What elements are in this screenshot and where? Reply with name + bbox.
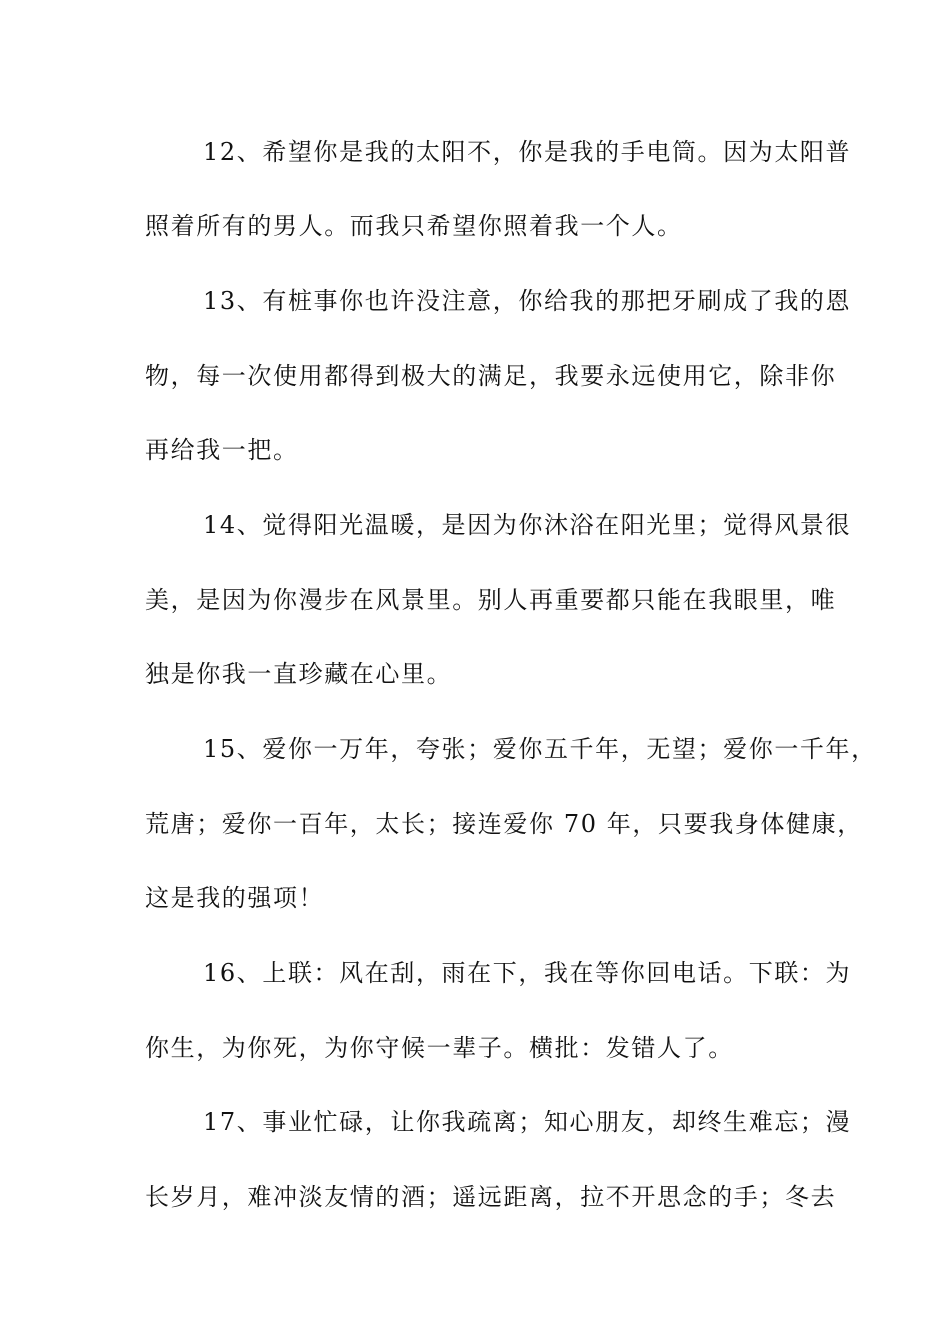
paragraph-15-line-1: 15、爱你一万年，夸张；爱你五千年，无望；爱你一千年， <box>203 735 877 763</box>
paragraph-15-line-2: 荒唐；爱你一百年，太长；接连爱你 70 年，只要我身体健康， <box>145 810 863 838</box>
paragraph-12-line-1: 12、希望你是我的太阳不，你是我的手电筒。因为太阳普 <box>203 138 852 166</box>
paragraph-16-line-1: 16、上联：风在刮，雨在下，我在等你回电话。下联：为 <box>203 959 852 987</box>
paragraph-17-line-2: 长岁月，难冲淡友情的酒；遥远距离，拉不开思念的手；冬去 <box>145 1183 837 1211</box>
paragraph-15-line-3: 这是我的强项！ <box>145 884 325 912</box>
paragraph-14-line-1: 14、觉得阳光温暖，是因为你沐浴在阳光里；觉得风景很 <box>203 511 852 539</box>
paragraph-14-line-3: 独是你我一直珍藏在心里。 <box>145 660 453 688</box>
paragraph-13-line-3: 再给我一把。 <box>145 436 299 464</box>
paragraph-12-line-2: 照着所有的男人。而我只希望你照着我一个人。 <box>145 212 683 240</box>
paragraph-13-line-1: 13、有桩事你也许没注意，你给我的那把牙刷成了我的恩 <box>203 287 852 315</box>
paragraph-13-line-2: 物，每一次使用都得到极大的满足，我要永远使用它，除非你 <box>145 362 837 390</box>
paragraph-17-line-1: 17、事业忙碌，让你我疏离；知心朋友，却终生难忘；漫 <box>203 1108 852 1136</box>
paragraph-14-line-2: 美，是因为你漫步在风景里。别人再重要都只能在我眼里，唯 <box>145 586 837 614</box>
paragraph-16-line-2: 你生，为你死，为你守候一辈子。横批：发错人了。 <box>145 1034 734 1062</box>
